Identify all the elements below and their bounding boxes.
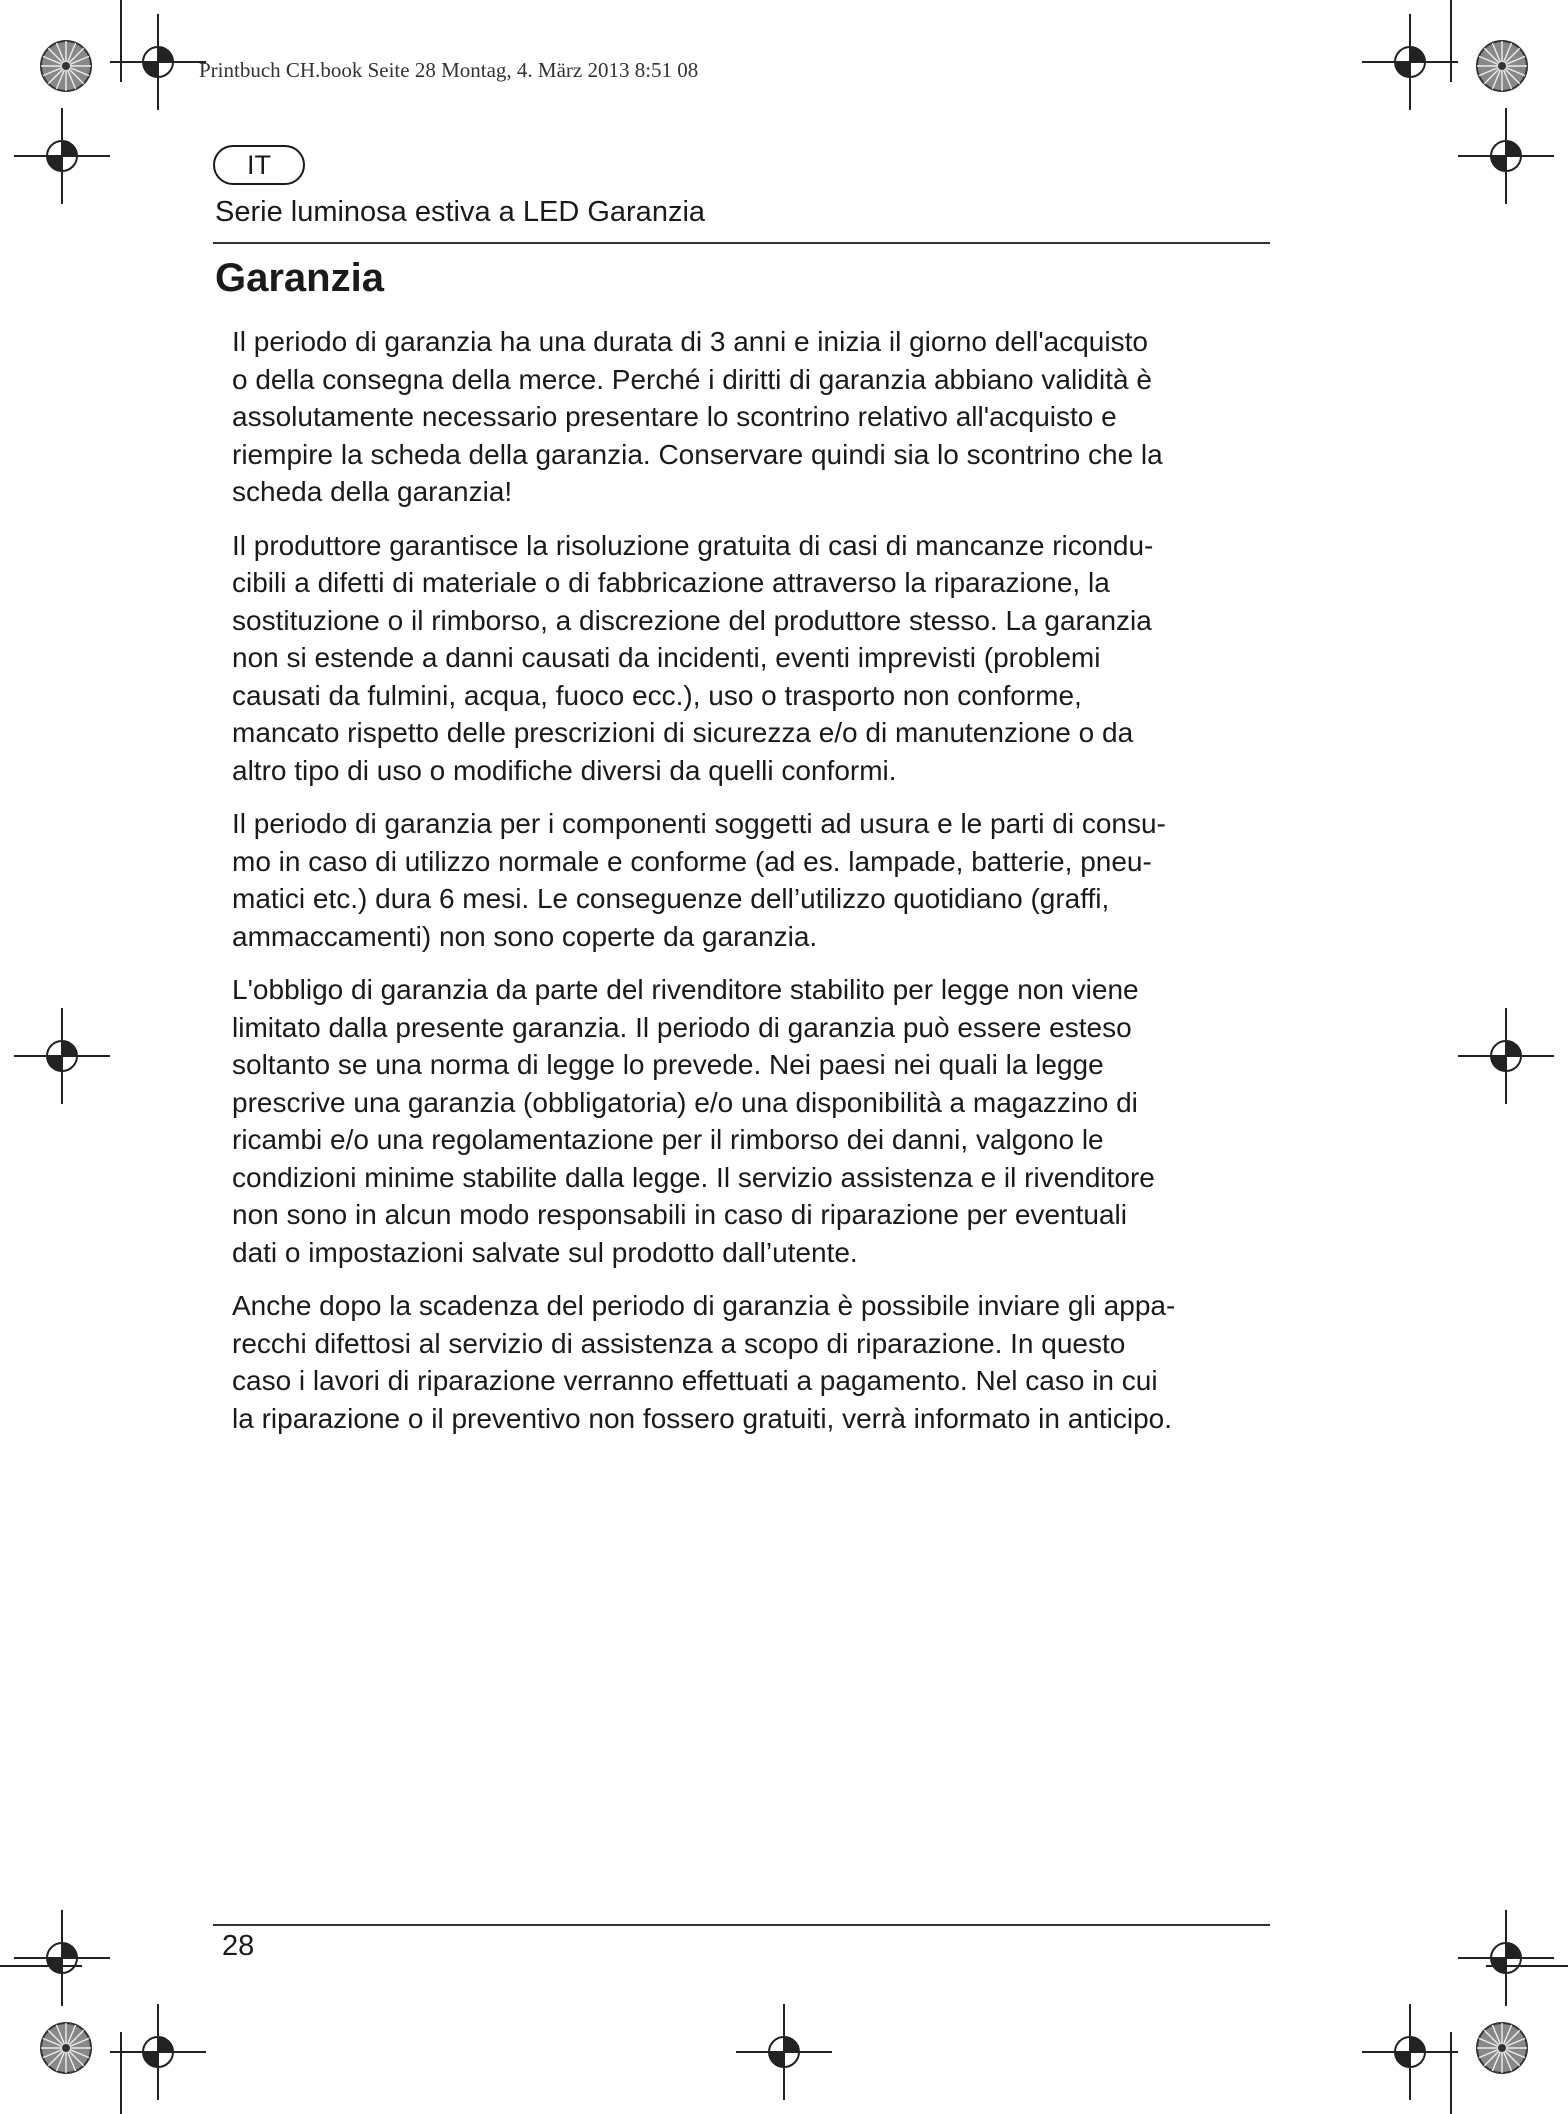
section-title: Garanzia [215,256,384,300]
text-line: dati o impostazioni salvate sul prodotto dall’utente. [232,1236,858,1268]
text-line: o della consegna della merce. Perché i diritti di garanzia abbiano validità è [232,363,1152,395]
text-line: causati da fulmini, acqua, fuoco ecc.), uso o trasporto non conforme, [232,679,1082,711]
header-divider [213,242,1270,244]
text-line: sostituzione o il rimborso, a discrezione del produttore stesso. La garanzia [232,604,1152,636]
paragraph-after-warranty [232,1287,1282,1437]
text-line: cibili a difetti di materiale o di fabbricazione attraverso la riparazione, la [232,567,1110,598]
paragraph-warranty-period [232,323,1282,511]
warranty-body [232,323,1282,1453]
text-line: matici etc.) dura 6 mesi. Le conseguenze dell’utilizzo quotidiano (graffi, [232,883,1110,914]
text-line: mo in caso di utilizzo normale e conforme (ad es. lampade, batterie, pneu- [232,845,1152,877]
paragraph-wear-parts [232,805,1282,955]
text-line: caso i lavori di riparazione verranno effettuati a pagamento. Nel caso in cui [232,1365,1158,1396]
text-line: non sono in alcun modo responsabili in caso di riparazione per eventuali [232,1199,1128,1230]
text-line: limitato dalla presente garanzia. Il periodo di garanzia può essere esteso [232,1011,1132,1043]
print-slug: Printbuch CH.book Seite 28 Montag, 4. März 2013 8:51 08 [199,58,699,82]
paragraph-manufacturer-guarantee [232,527,1282,790]
text-line: Il produttore garantisce la risoluzione gratuita di casi di mancanze ricondu- [232,529,1154,561]
text-line: prescrive una garanzia (obbligatoria) e/o una disponibilità a magazzino di [232,1086,1138,1118]
text-line: recchi difettosi al servizio di assistenza a scopo di riparazione. In questo [232,1327,1126,1359]
text-line: assolutamente necessario presentare lo scontrino relativo all'acquisto e [232,401,1117,432]
text-line: mancato rispetto delle prescrizioni di sicurezza e/o di manutenzione o da [232,717,1134,748]
text-line: Anche dopo la scadenza del periodo di garanzia è possibile inviare gli appa- [232,1290,1176,1321]
footer-divider [213,1924,1270,1926]
text-line: la riparazione o il preventivo non fossero gratuiti, verrà informato in anticipo. [232,1402,1173,1434]
text-line: scheda della garanzia! [232,476,513,507]
paragraph-retailer-obligation [232,971,1282,1271]
running-head: Serie luminosa estiva a LED Garanzia [215,196,706,228]
text-line: ricambi e/o una regolamentazione per il rimborso dei danni, valgono le [232,1124,1104,1155]
text-line: Il periodo di garanzia per i componenti soggetti ad usura e le parti di consu- [232,808,1166,839]
text-line: ammaccamenti) non sono coperte da garanzia. [232,920,818,952]
text-line: altro tipo di uso o modifiche diversi da quelli conformi. [232,754,897,786]
language-badge: IT [213,145,305,185]
text-line: non si estende a danni causati da incidenti, eventi imprevisti (problemi [232,642,1101,673]
page-number: 28 [222,1930,255,1962]
text-line: Il periodo di garanzia ha una durata di 3 anni e inizia il giorno dell'acquisto [232,326,1148,357]
text-line: condizioni minime stabilite dalla legge. Il servizio assistenza e il rivenditore [232,1161,1155,1193]
text-line: riempire la scheda della garanzia. Conservare quindi sia lo scontrino che la [232,438,1163,470]
text-line: soltanto se una norma di legge lo prevede. Nei paesi nei quali la legge [232,1049,1104,1080]
text-line: L'obbligo di garanzia da parte del rivenditore stabilito per legge non viene [232,974,1139,1005]
